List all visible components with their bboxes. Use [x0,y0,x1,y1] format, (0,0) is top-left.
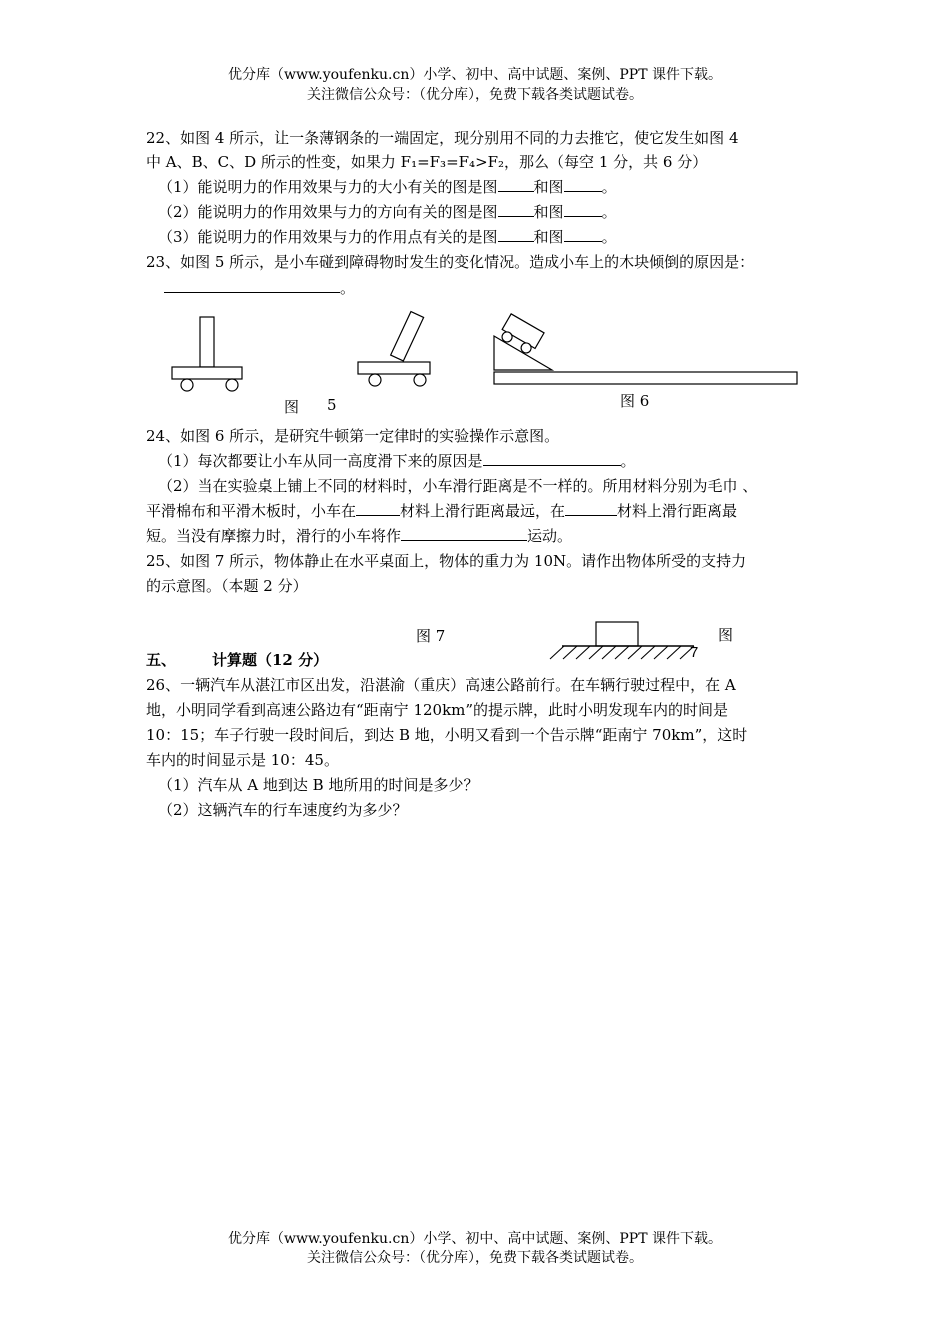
q24-sub-1 [158,451,636,471]
q26-line-4: 车内的时间显示是 10：45。 [146,751,339,769]
section-5-number: 五、 [146,651,177,669]
q24-shortest-blank[interactable] [565,501,617,516]
q22-sub-1-text: （1）能说明力的作用效果与力的大小有关的图是图 [158,178,498,196]
q24-farthest-blank[interactable] [356,501,400,516]
q24-sub-2-line-2-b: 材料上滑行距离最远，在 [400,502,566,520]
q22-line-2: 中 A、B、C、D 所示的性变，如果力 F₁=F₃=F₄>F₂，那么（每空 1 分，共 6 分） [146,153,708,171]
q25-line-1: 25、如图 7 所示，物体静止在水平桌面上，物体的重力为 10N。请作出物体所受的支持力 [146,552,747,570]
q26-line-3: 10：15；车子行驶一段时间后，到达 B 地，小明又看到一个告示牌“距南宁 70km”，这时 [146,726,748,744]
q22-sub-3-blank-b[interactable] [564,227,602,242]
figure-5-label-a: 图 [284,398,300,416]
q22-sub-2-blank-a[interactable] [498,202,534,217]
q24-sub-2-line-3-a: 短。当没有摩擦力时，滑行的小车将作 [146,527,402,545]
q24-sub-2-line-2-a: 平滑棉布和平滑木板时，小车在 [146,502,357,520]
figure-5-label-b: 5 [327,396,337,414]
footer-line-2: 关注微信公众号：（优分库），免费下载各类试题试卷。 [307,1250,643,1266]
q22-sub-3-text: （3）能说明力的作用效果与力的作用点有关的是图 [158,228,498,246]
q22-sub-2-blank-b[interactable] [564,202,602,217]
q22-sub-1 [158,177,617,197]
q24-sub-2-line-2-c: 材料上滑行距离最 [617,502,738,520]
q26-sub-1: （1）汽车从 A 地到达 B 地所用的时间是多少？ [158,776,479,794]
q23-end: 。 [340,279,356,297]
q24-motion-blank[interactable] [401,526,527,541]
q22-sub-3-blank-a[interactable] [498,227,534,242]
q23-blank[interactable] [164,278,340,293]
q24-sub-2-line-2 [146,501,737,521]
q22-sub-2 [158,202,617,222]
figure-7-block-on-table [544,620,704,662]
figure-7-label-left: 图 7 [416,627,446,645]
q22-line-1: 22、如图 4 所示，让一条薄钢条的一端固定，现分别用不同的力去推它，使它发生如图 4 [146,129,739,147]
q24-sub-1-end: 。 [620,452,636,470]
figure-6-label: 图 6 [620,392,650,410]
q22-sub-2-end: 。 [601,203,617,221]
q23-answer-line [164,278,355,298]
q26-sub-2: （2）这辆汽车的行车速度约为多少？ [158,801,408,819]
figure-5-cart-upright [170,315,250,395]
q22-sub-3-and: 和图 [533,228,564,246]
q24-sub-2-line-3 [146,526,572,546]
q22-sub-1-blank-b[interactable] [564,177,602,192]
figure-5-cart-tipped [356,308,436,388]
q24-sub-2-line-3-b: 运动。 [527,527,573,545]
q23-line-1: 23、如图 5 所示，是小车碰到障碍物时发生的变化情况。造成小车上的木块倾倒的原因是： [146,253,755,271]
q24-sub-2-line-1: （2）当在实验桌上铺上不同的材料时，小车滑行距离是不一样的。所用材料分别为毛巾 、 [158,477,758,495]
q22-sub-2-and: 和图 [533,203,564,221]
q22-sub-2-text: （2）能说明力的作用效果与力的方向有关的图是图 [158,203,498,221]
q24-sub-1-text: （1）每次都要让小车从同一高度滑下来的原因是 [158,452,483,470]
q24-line-1: 24、如图 6 所示，是研究牛顿第一定律时的实验操作示意图。 [146,427,560,445]
q22-sub-3 [158,227,617,247]
q22-sub-3-end: 。 [601,228,617,246]
header-line-1: 优分库（www.youfenku.cn）小学、初中、高中试题、案例、PPT 课件下载。 [227,67,722,83]
q25-line-2: 的示意图。（本题 2 分） [146,577,308,595]
header-line-2: 关注微信公众号：（优分库），免费下载各类试题试卷。 [307,87,643,103]
q26-line-2: 地，小明同学看到高速公路边有“距南宁 120km”的提示牌，此时小明发现车内的时间是 [146,701,729,719]
section-5-title: 计算题（12 分） [212,651,329,669]
q22-sub-1-and: 和图 [533,178,564,196]
figure-6-ramp-table [492,308,802,390]
footer-line-1: 优分库（www.youfenku.cn）小学、初中、高中试题、案例、PPT 课件下载。 [227,1231,722,1247]
q26-line-1: 26、一辆汽车从湛江市区出发，沿湛渝（重庆）高速公路前行。在车辆行驶过程中，在 A [146,676,736,694]
q24-sub-1-blank[interactable] [483,451,621,466]
q22-sub-1-end: 。 [601,178,617,196]
q22-sub-1-blank-a[interactable] [498,177,534,192]
figure-7-label-right-a: 图 [718,626,734,644]
figure-7-label-right-b: 7 [690,644,699,661]
